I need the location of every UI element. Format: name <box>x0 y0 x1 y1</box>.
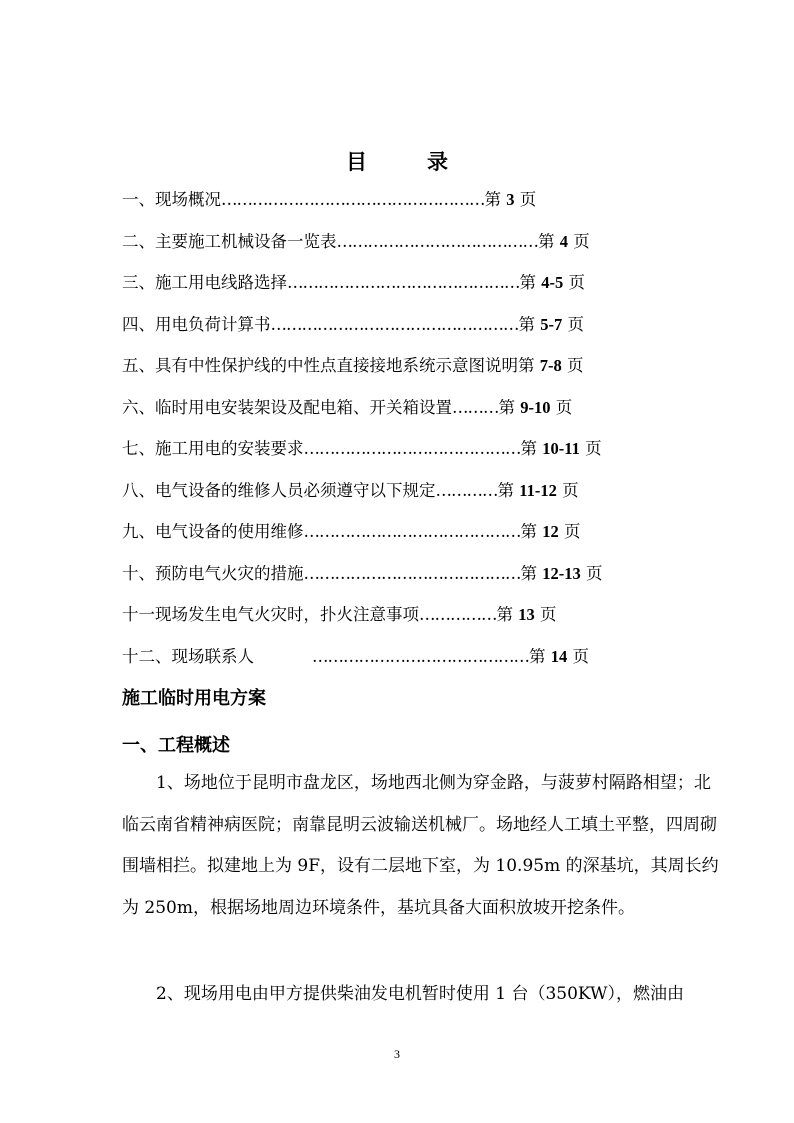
toc-item <box>122 308 682 350</box>
toc-item-page-prefix: 第 <box>520 439 543 458</box>
toc-item-page-number: 10-11 <box>542 439 580 458</box>
toc-item-leader: …………………………………… <box>303 522 521 541</box>
toc-item-leader: ………… <box>435 480 498 500</box>
toc-item-label: 十二、现场联系人 <box>122 646 254 666</box>
toc-item-page-number: 4-5 <box>541 273 564 292</box>
toc-item-page-prefix: 第 <box>484 190 507 209</box>
toc-item-leader: ……………………………………… <box>287 273 520 292</box>
toc-item-page-suffix: 页 <box>568 231 590 251</box>
toc-item-label: 九、电气设备的使用维修 <box>122 522 304 541</box>
toc-item-page-suffix: 页 <box>580 563 603 583</box>
toc-item-leader: …………………………………………… <box>221 190 485 209</box>
toc-item <box>122 183 682 225</box>
toc-item-label: 七、施工用电的安装要求 <box>122 439 304 458</box>
toc-item-page-number: 5-7 <box>540 314 563 334</box>
toc-item-leader: …………………………………… <box>303 439 521 458</box>
toc-item-leader: ……… <box>452 397 499 417</box>
toc-item-label: 三、施工用电线路选择 <box>122 273 287 292</box>
toc-item-page-prefix: 第 <box>520 522 543 541</box>
toc-item <box>122 598 682 640</box>
section-paragraph-2 <box>122 974 722 1016</box>
toc-item-page-number: 13 <box>518 605 535 624</box>
toc-item-page-suffix: 页 <box>567 646 589 666</box>
toc-item-page-prefix: 第 <box>496 605 519 624</box>
toc-item-page-number: 14 <box>550 646 568 666</box>
toc-title-right: 录 <box>427 149 448 174</box>
toc-item-page-suffix: 页 <box>550 397 573 417</box>
toc-item-leader: ………………………………………… <box>270 314 519 334</box>
page-number: 3 <box>394 1047 400 1061</box>
toc-item <box>122 391 682 433</box>
toc-item-leader: …………………………………… <box>312 646 529 666</box>
toc-item-leader: ………………………………… <box>336 231 538 251</box>
toc-item <box>122 349 682 391</box>
section-paragraph-1 <box>122 763 722 929</box>
toc-item-page-suffix: 页 <box>562 314 584 334</box>
toc-item-label: 五、具有中性保护线的中性点直接接地系统示意图说明 <box>122 356 518 375</box>
toc-item-page-suffix: 页 <box>579 439 602 458</box>
paragraph-text: 2、现场用电由甲方提供柴油发电机暂时使用 1 台（350KW），燃油由 <box>156 984 684 1004</box>
toc-item <box>122 515 682 557</box>
toc-item <box>122 266 682 308</box>
toc-item <box>122 474 682 516</box>
toc-item-page-prefix: 第 <box>529 646 551 666</box>
toc-item <box>122 432 682 474</box>
toc-item-leader: …………… <box>419 605 497 624</box>
toc-item-label: 十、预防电气火灾的措施 <box>122 563 304 583</box>
toc-item-page-suffix: 页 <box>514 190 537 209</box>
toc-item-page-suffix: 页 <box>563 273 585 292</box>
toc-item-page-suffix: 页 <box>556 480 579 500</box>
toc-item-page-number: 12-13 <box>542 563 581 583</box>
toc-item-page-prefix: 第 <box>538 231 560 251</box>
table-of-contents <box>122 183 682 681</box>
toc-item-page-number: 4 <box>559 231 568 251</box>
toc-item-leader: …………………………………… <box>303 563 521 583</box>
toc-title <box>0 146 794 176</box>
toc-item-page-suffix: 页 <box>558 522 581 541</box>
toc-item-page-prefix: 第 <box>498 397 521 417</box>
toc-item-page-prefix: 第 <box>520 563 543 583</box>
toc-item-page-prefix: 第 <box>518 314 541 334</box>
toc-item-page-prefix: 第 <box>497 480 520 500</box>
toc-item <box>122 557 682 599</box>
toc-item-label: 八、电气设备的维修人员必须遵守以下规定 <box>122 480 436 500</box>
toc-item-label: 六、临时用电安装架设及配电箱、开关箱设置 <box>122 397 452 417</box>
toc-item <box>122 640 682 682</box>
toc-item-page-number: 3 <box>506 190 515 209</box>
toc-item-page-suffix: 页 <box>534 605 557 624</box>
plan-title: 施工临时用电方案 <box>122 688 266 709</box>
section-heading: 一、工程概述 <box>122 735 230 756</box>
toc-title-left: 目 <box>346 149 367 174</box>
toc-item-label: 一、现场概况 <box>122 190 221 209</box>
toc-item-page-suffix: 页 <box>561 356 584 375</box>
toc-item <box>122 225 682 267</box>
toc-item-label: 十一现场发生电气火灾时，扑火注意事项 <box>122 605 419 624</box>
toc-item-label: 四、用电负荷计算书 <box>122 314 271 334</box>
toc-item-page-number: 7-8 <box>539 356 562 375</box>
toc-item-page-prefix: 第 <box>518 356 540 375</box>
toc-item-page-number: 12 <box>542 522 559 541</box>
paragraph-text: 1、场地位于昆明市盘龙区，场地西北侧为穿金路，与菠萝村隔路相望；北临云南省精神病医院；南靠昆明云波输送机械厂。场地经人工填土平整，四周砌围墙相拦。拟建地上为 9F，设有二层地下室，为 10.95m 的深基坑，其周长约为 250m，根据场地周边环境条件，基坑具备大面积放坡开挖条件。 <box>122 773 719 918</box>
toc-item-page-number: 9-10 <box>520 397 551 417</box>
toc-item-page-prefix: 第 <box>519 273 542 292</box>
toc-item-label: 二、主要施工机械设备一览表 <box>122 231 337 251</box>
toc-item-page-number: 11-12 <box>519 480 557 500</box>
